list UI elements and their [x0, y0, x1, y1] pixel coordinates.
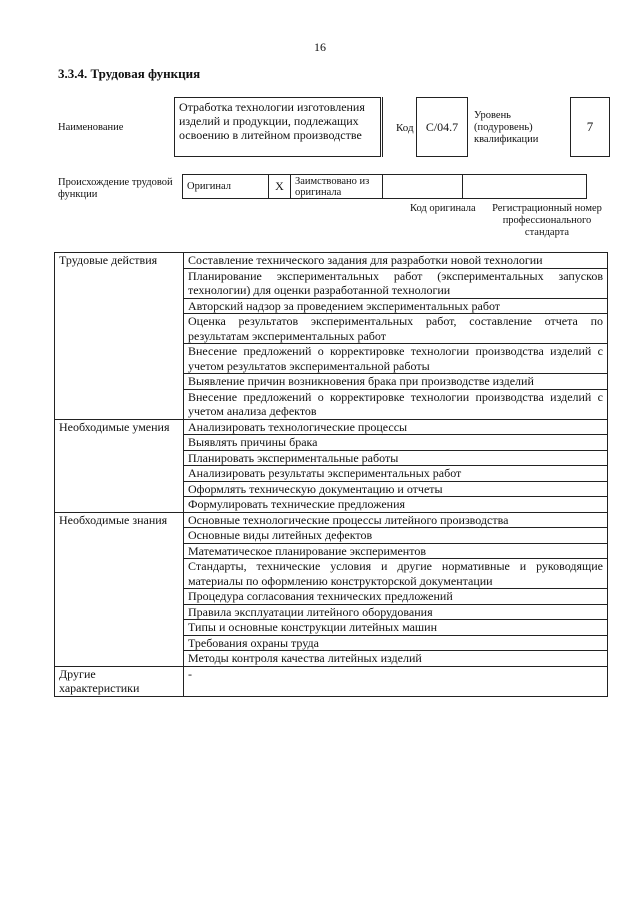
table-cell: Авторский надзор за проведением экспериментальных работ	[184, 298, 608, 314]
table-cell: Оценка результатов экспериментальных работ, составление отчета по результатам экспериментальных работ	[184, 314, 608, 344]
borrowed-label: Заимствовано из оригинала	[291, 175, 383, 199]
original-code-cell	[383, 175, 463, 199]
original-code-label: Код оригинала	[410, 203, 476, 214]
table-cell: Методы контроля качества литейных изделий	[184, 651, 608, 667]
table-cell: Основные технологические процессы литейного производства	[184, 512, 608, 528]
qualification-level-label: Уровень (подуровень) квалификации	[474, 110, 539, 145]
table-cell: Формулировать технические предложения	[184, 497, 608, 513]
table-cell: Планирование экспериментальных работ (экспериментальных запусков технологии) для оценки разработанной технологии	[184, 268, 608, 298]
table-cell: Составление технического задания для разработки новой технологии	[184, 253, 608, 269]
table-cell: Выявлять причины брака	[184, 435, 608, 451]
origin-table	[182, 174, 587, 199]
table-row	[55, 253, 608, 269]
table-cell: Процедура согласования технических предложений	[184, 589, 608, 605]
page-number: 16	[314, 40, 326, 54]
table-row	[55, 666, 608, 696]
registration-number-cell	[463, 175, 587, 199]
function-name: Отработка технологии изготовления изделий и продукции, подлежащих освоению в литейном производстве	[174, 97, 380, 157]
table-cell: Анализировать технологические процессы	[184, 419, 608, 435]
table-cell: Оформлять техническую документацию и отчеты	[184, 481, 608, 497]
table-cell: Стандарты, технические условия и другие нормативные и руководящие материалы по оформлению конструкторской документации	[184, 559, 608, 589]
table-row	[55, 419, 608, 435]
table-cell: Математическое планирование экспериментов	[184, 543, 608, 559]
name-box-border	[380, 97, 383, 157]
function-code: C/04.7	[416, 97, 468, 157]
table-cell: Основные виды литейных дефектов	[184, 528, 608, 544]
original-label: Оригинал	[183, 175, 269, 199]
table-cell: Анализировать результаты экспериментальных работ	[184, 466, 608, 482]
table-row	[55, 512, 608, 528]
code-label: Код	[396, 122, 414, 134]
category-label: Необходимые знания	[55, 512, 184, 666]
original-mark: X	[269, 175, 291, 199]
category-label: Необходимые умения	[55, 419, 184, 512]
name-label: Наименование	[58, 122, 124, 133]
table-cell: Требования охраны труда	[184, 635, 608, 651]
table-cell: Планировать экспериментальные работы	[184, 450, 608, 466]
table-cell: -	[184, 666, 608, 696]
category-label: Другие характеристики	[55, 666, 184, 696]
origin-label: Происхождение трудовой функции	[58, 177, 173, 200]
registration-number-label: Регистрационный номер профессионального стандарта	[492, 203, 602, 238]
qualification-level: 7	[570, 97, 610, 157]
category-label: Трудовые действия	[55, 253, 184, 420]
table-cell: Правила эксплуатации литейного оборудования	[184, 604, 608, 620]
table-cell: Выявление причин возникновения брака при производстве изделий	[184, 374, 608, 390]
section-title: 3.3.4. Трудовая функция	[58, 66, 201, 81]
table-cell: Внесение предложений о корректировке технологии производства изделий с учетом анализа дефектов	[184, 389, 608, 419]
table-cell: Типы и основные конструкции литейных машин	[184, 620, 608, 636]
function-details-table	[54, 252, 608, 697]
table-cell: Внесение предложений о корректировке технологии производства изделий с учетом результатов экспериментальной работы	[184, 344, 608, 374]
